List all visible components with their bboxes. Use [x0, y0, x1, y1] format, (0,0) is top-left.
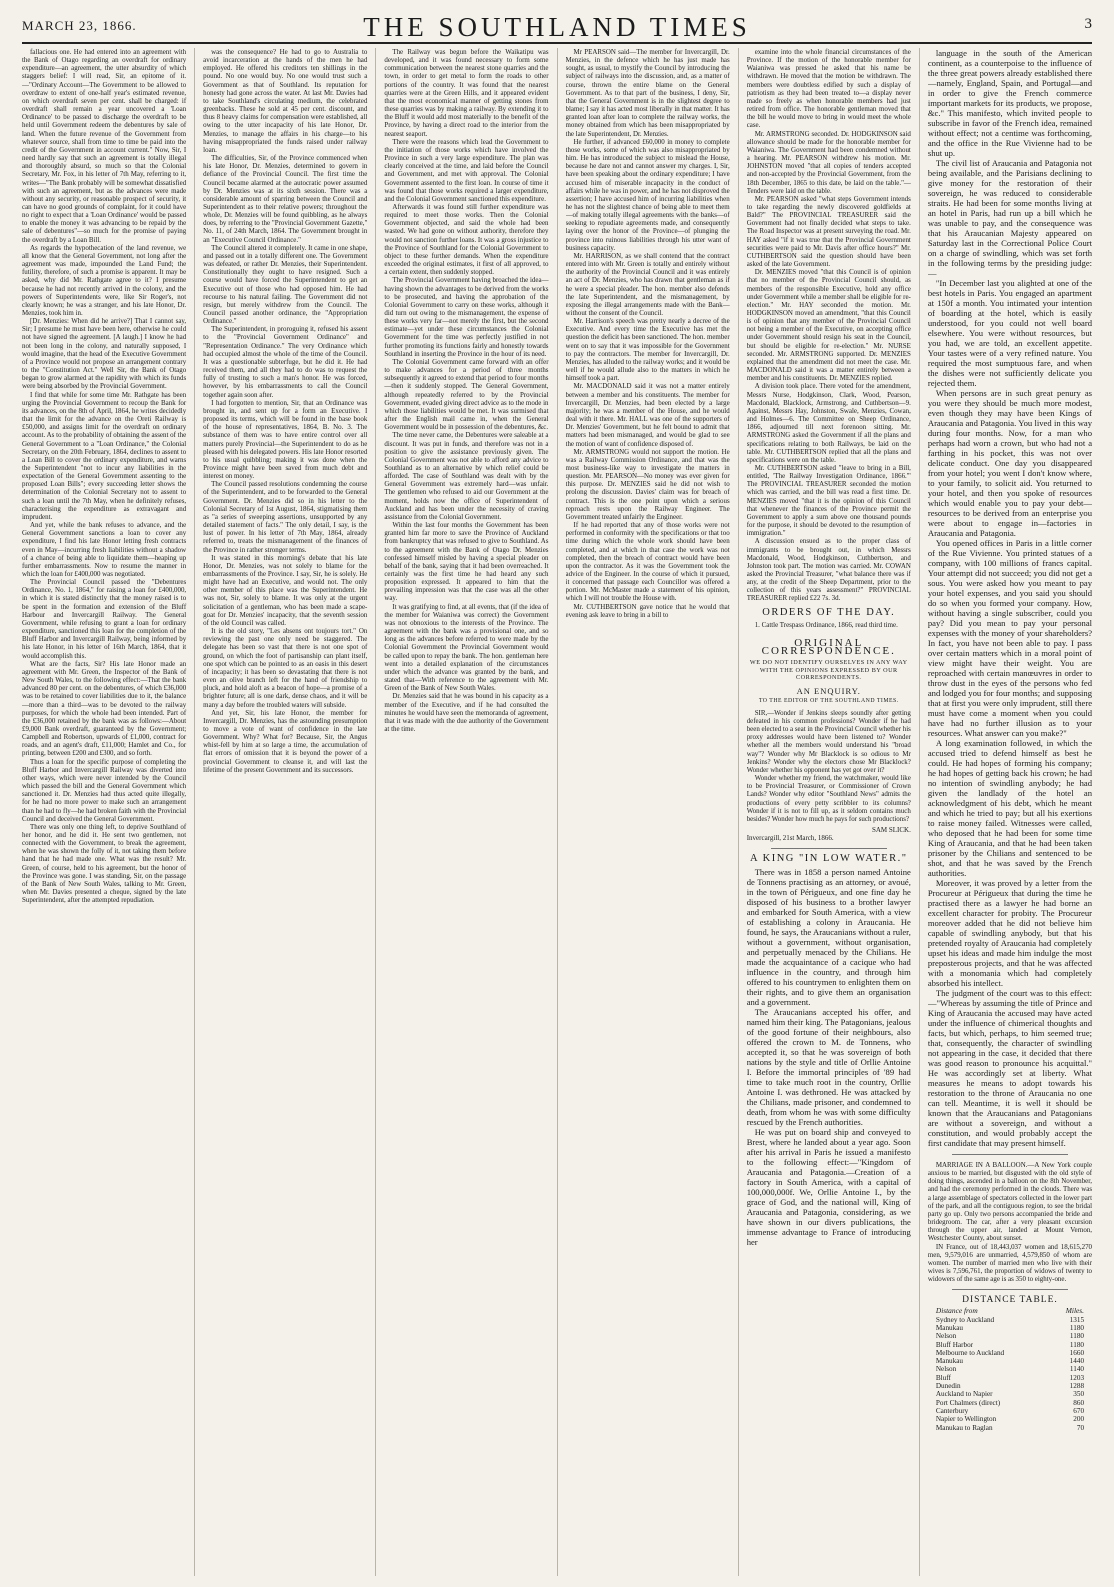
column-1-text [22, 48, 186, 904]
column-2-text [203, 48, 367, 774]
column-5 [747, 48, 920, 1576]
distance-place: Manukau [935, 1357, 964, 1366]
king-paragraph: There was in 1858 a person named Antoine de Tonnens practising as an attorney, or avoué, in the town of Périgueux, and one fine day he disposed of his business to a brother lawyer and embarked for South America, with a view of establishing a colony in Araucania. He found, he says, the Araucanians without a ruler, without a government, without organisation, and perpetually menaced by the Chilians. He made the acquaintance of a cacique who had influence in the country, and through him offered to his countrymen to enlighten them on their rights, and to give them an organisation and a government. [746, 867, 911, 1008]
paragraph: Mr. MACDONALD said it was not a matter entirely between a member and his constituents. The member for Invercargill, Dr. Menzies, had been elected by a large majority; he was a member of the House, and he would deal with it there. Mr. HALL was one of the supporters of Dr. Menzies' Government, but he felt bound to admit that matters had been mismanaged, and would be glad to see the motion of want of confidence disposed of. [565, 382, 730, 448]
paragraph: language in the south of the American continent, as a counterpoise to the influence of the three great powers already established there—namely, England, Spain, and Portugal—and in order to give the French commerce important markets for its products, we propose, &c." This manifesto, which invited people to subscribe in favor of the French idea, remained without effect; not a centime was forthcoming, and the office in the Rue Vivienne had to be shut up. [927, 48, 1093, 158]
paragraph: Mr. CUTHBERTSON gave notice that he would that evening ask leave to bring in a bill to [565, 602, 730, 619]
distance-place: Sydney to Auckland [935, 1315, 995, 1324]
distance-place: Bluff [935, 1373, 951, 1382]
paragraph: Mr. Harrison's speech was pretty nearly a decree of the Executive. And every time the Executive has met the question the deficit has been sanctioned. The hon. member went on to say that it was impossible for the Government to pay the contractors. The member for Invercargill, Dr. Menzies, has alluded to the railway works; and it would be well if he would allude also to the matters in which he himself took a part. [565, 317, 730, 383]
paragraph: The Superintendent, in proroguing it, refused his assent to the "Provincial Government Ordinance" and "Representation Ordinance." The very Ordinance which had occupied almost the whole of the time of the Council. It was a questionable subterfuge, but he did it. He had received them, and all they had to do was to request the fully of trusting to such a man's honor. He was forced, however, by his embarrassments to call the Council together again soon after. [203, 325, 368, 399]
king-paragraph: He was put on board ship and conveyed to Brest, where he landed about a year ago. Soon after his arrival in Paris he issued a manifesto to the following effect:—"Kingdom of Araucania and Patagonia.—Creation of a factory in South America, with a capital of 100,000,000f. We, Orllie Antoine I., by the grace of God, and the national will, King of Araucania and Patagonia, considering, as we have shown in our divers publications, the immense advantage to France of introducing her [746, 1127, 911, 1248]
paragraph: The difficulties, Sir, of the Province commenced when his late Honor, Dr. Menzies, determined to govern in defiance of the Provincial Council. The first time the Council became alarmed at the autocratic power assumed by Dr. Menzies was at its sixth session. There was a considerable amount of sparring between the Council and Superintendent as to their relative powers; throughout the whole, Dr. Menzies will be found quibbling, as he always does, by referring to the "Provincial Government Gazette," No. 11, of 24th March, 1864. The Government brought in an "Executive Council Ordinance." [203, 154, 368, 244]
paragraph: The Railway was begun before the Waikatipu was developed, and it was found necessary to form some communication between the nearest stone quarries and the town, in order to get metal to form the roads to other portions of the country. It was found that the nearest quarries were at the Green Hills, and it appeared evident that the most economical manner of getting stones from these quarries was by making a railway. By extending it to the Bluff it would add most materially to the benefit of the Province, by having a direct road to the interior from the nearest seaport. [384, 48, 549, 138]
distance-place: Manukau to Raglan [935, 1423, 993, 1432]
divider [952, 1154, 1068, 1155]
letter-body [747, 709, 911, 823]
king-article-title: A KING "IN LOW WATER." [749, 853, 908, 865]
column-3 [384, 48, 557, 1576]
distance-place: Bluff Harbor [935, 1340, 974, 1349]
distance-row [928, 1341, 1092, 1349]
distance-place: Dunedin [935, 1382, 961, 1391]
paragraph: There was only one thing left, to deprive Southland of her honor, and he did it. He sent two gentlemen, not connected with the Government, to break the agreement, when he was shown the folly of it, not taking them before hand that he had made one. What was the result? Mr. Green, of course, held to his agreement, but the honor of the Province was gone. I was standing, Sir, on the passage of the Bank of New South Wales, talking to Mr. Green, when Mr. Davies presented a cheque, signed by the late Superintendent, after the attempted repudiation. [22, 822, 187, 905]
paragraph: Mr. HARRISON, as we shall contend that the contract entered into with Mr. Green is totally and entirely without the authority of the Provincial Council and it was entirely an act of Dr. Menzies, who has drawn that gentleman as if he were a special pleader. The hon. member also defends the late Superintendent, and the mismanagement, by exposing the illegal arrangements made with the Bank—without the consent of the Council. [565, 251, 730, 317]
miles-header: Miles. [1065, 1305, 1085, 1315]
paragraph: It was stated in this morning's debate that his late Honor, Dr. Menzies, was not solely to blame for the embarrassments of the Province. I say, Sir, he is solely. He might have had an Executive, and would not. The only other member of this place was the Superintendent. He was not, Sir, solely to blame. It was only at the urgent solicitation of a gentleman, who has been made a scape-goat for Dr. Menzies' incapacity, that the seventh session of the old Council was called. [203, 553, 368, 627]
divider [771, 848, 887, 849]
letter-addressee: TO THE EDITOR OF THE SOUTHLAND TIMES. [758, 697, 899, 704]
paragraph: [Dr. Menzies: When did he arrive?] That I cannot say, Sir; I presume he must have been here, otherwise he could not have signed the agreement. [A laugh.] I know he had not been long in the colony, and naturally supposed, I would imagine, that the head of the Executive Government of a Province would not propose an arrangement contrary to the "Constitution Act." Well Sir, the Bank of Otago began to grow alarmed at the rapidity with which its funds were being absorbed by the Provincial Government. [22, 317, 187, 391]
letter-title: AN ENQUIRY. [796, 686, 861, 697]
paragraph: He further, if advanced £60,000 in money to complete those works, some of which was also misappropriated by him. He has introduced the subject to mislead the House, because he dare not and cannot answer my charges. I, Sir, have been speaking about the ordinary expenditure; I have accused him of miserable incapacity in the conduct of affairs while he was in power, and he has not disproved the assertion; I have accused him of incurring liabilities when he has not the slightest chance of being able to meet them—of making totally illegal agreements with the banks—of seeking to repudiate agreements made, and consequently laying over the honor of the Province—of plunging the province into ruinous liabilities through his utter want of business capacity. [565, 137, 730, 252]
distance-table-header [928, 1307, 1092, 1315]
paragraph: It is the old story, "Les absens ont toujours tort." On reviewing the past one only need be staggered. The delegate has been so vast that there is not one spot of ground, on which the foot of partisanship can plant itself, one spot which can be pointed to as an oasis in this desert of incapacity; it has been so devastating that there is not even an olive branch left for the hand of friendship to pluck, and hold aloft as a beacon of hope—a promise of a brighter future; all is one dark, dense chaos, and it will be many a day before the troubled waters will subside. [203, 627, 368, 709]
distance-row [928, 1332, 1092, 1340]
column-6-text [928, 48, 1092, 1148]
distance-miles: 1288 [1069, 1382, 1085, 1391]
distance-miles: 1140 [1069, 1365, 1085, 1374]
paragraph: Mr PEARSON said—The member for Invercargill, Dr. Menzies, in the defence which he has just made has sought, as usual, to mystify the Council by introducing the subject of railways into the discussion, and, as a matter of course, thrown the entire blame on the General Government. As to that part of the business, I deny, Sir, that the General Government is in the slightest degree to blame; I say it has acted most liberally in that matter. It has granted loan after loan to complete the railway works, the money obtained from which has been misappropriated by the late Superintendent, Dr. Menzies. [565, 48, 730, 138]
distance-miles: 1180 [1069, 1340, 1085, 1349]
king-paragraph: The Araucanians accepted his offer, and named him their king. The Patagonians, jealous of the good fortune of their neighbours, also offered the crown to M. de Tonnens, who accepted it, so that he was sovereign of both nations by the style and title of Orllie Antoine I. Before the immortal principles of '89 had time to take much root in the country, Orllie Antoine I. was dethroned. He was attacked by the Chilians, made prisoner, and condemned to death, from whom he was with some difficulty rescued by the French authorities. [746, 1007, 911, 1128]
distance-table-title: DISTANCE TABLE. [962, 1295, 1058, 1306]
distance-miles: 1180 [1069, 1332, 1085, 1341]
distance-miles: 1440 [1069, 1357, 1085, 1366]
paragraph: What are the facts, Sir? His late Honor made an agreement with Mr. Green, the Inspector of the Bank of New South Wales, to the following effect:—That the bank advanced 80 per cent. on the debentures, of which £36,000 was to be retained to cover liabilities due to it, the balance—more than a third—was to be devoted to the railway purposes, for which the whole had been intended. Part of the £36,000 retained by the bank was as follows:—About £9,000 Bank overdraft, guaranteed by the Government; Campbell and Robertson, upwards of £1,000, contract for roads, and an agent's draft, £11,000; Hamlet and Co., for printing, between £200 and £300, and so forth. [22, 659, 187, 758]
distance-place: Manukau [935, 1323, 964, 1332]
distance-place: Napier to Wellington [935, 1415, 997, 1424]
letter-paragraph: Wonder whether my friend, the watchmaker, would like to be Provincial Treasurer, or Commissioner of Crown Lands? Wonder why editor "Southland News" admits the productions of every petty scribbler to its columns? Wonder if it is not to fill up, as it seldom contains much besides? Wonder how much he pays for such productions? [746, 774, 911, 823]
paragraph: You opened offices in Paris in a little corner of the Rue Vivienne. You printed statues of a company, with 100 millions of francs capital. Your attempt did not succeed; you did not get a sous. You were asked how you meant to pay your hotel expenses, and you said you should do so when you formed your company. How, without having a single subscriber, could you pay? Did you mean to pay your personal expenses with the money of your shareholders? In fact, you have not been able to pay. I pass over certain matters which in a moral point of view might have their weight. You are reproached with certain manœuvres in order to throw dust in the eyes of the persons who fed and lodged you for four months; and supposing that at first you were only imprudent, still there must have come a moment when you could have had no further illusion as to your resources. What answer can you make?" [927, 538, 1093, 738]
paragraph: It was gratifying to find, at all events, that (if the idea of the member for Waianiwa was correct) the Government was not obnoxious to the interests of the Province. The agreement with the bank was a provisional one, and so long as the advances before referred to were made by the Colonial Government the Provincial Government would be called upon to repay the bank. The hon. gentleman here went into a detailed explanation of the circumstances under which the advance was granted by the bank, and stated that—With reference to the agreement with Mr. Green of the Bank of New South Wales. [384, 602, 549, 693]
column-4-text [566, 48, 730, 619]
columns [22, 48, 1092, 1576]
distance-miles: 670 [1073, 1406, 1085, 1415]
column-3-text [384, 48, 548, 733]
paragraph: The judgment of the court was to this effect:—"Whereas by assuming the title of Prince and King of Araucania the accused may have acted under the influence of chimerical thoughts and facts, but which, perhaps, to him seemed true; that, consequently, the character of swindling not appearing in the case, it decided that there was good reason to pronounce his acquittal." He was accordingly set at liberty. What measures he means to adopt towards his restoration to the throne of Araucania no one can tell. Meantime, it is well it should be known that the Araucanians and Patagonians are without a sovereign, and without a constitution, and would probably accept the first candidate that may present himself. [927, 988, 1093, 1148]
distance-miles: 200 [1073, 1415, 1085, 1424]
distance-row [928, 1349, 1092, 1357]
distance-miles: 1203 [1069, 1373, 1085, 1382]
distance-row [928, 1365, 1092, 1373]
paragraph: The Council altered it completely. It came in one shape, and passed out in a totally different one. The Government was defeated, or rather Dr. Menzies, their Superintendent. Constitutionally they ought to have resigned. Such a course would have forced the Superintendent to get an Executive out of those who had opposed him. He had recourse to his natural failing. The Government did not resign, but merely withdrew from the Council. The Council passed another ordinance, the "Appropriation Ordinance." [203, 243, 368, 326]
paragraph: Mr. ARMSTRONG seconded. Dr. HODGKINSON said allowance should be made for the honorable member for Waianiwa. The Government had been condemned without a hearing. Mr. PEARSON withdrew his motion. Mr. JOHNSTON moved "that all copies of tenders accepted and non-accepted by the Provincial Government, from the 18th December, 1865 to this date, be laid on the table."—Tenders were laid on the table. [746, 129, 911, 195]
distance-place: Canterbury [935, 1406, 969, 1415]
distance-row [928, 1357, 1092, 1365]
paragraph: Within the last four months the Government has been granted him far more to save the Province of Auckland from bankruptcy that was refused to give to Southland. As to the agreement with the Bank of Otago Dr. Menzies confessed himself misled by having a special pleader on behalf of the bank, saying that it had been overreached. It certainly was the first time he had heard any such proposition expressed. It appeared to him that the prevailing impression was that the case was all the other way. [384, 521, 549, 603]
distance-place: Nelson [935, 1365, 957, 1374]
correspondence-disclaimer: WE DO NOT IDENTIFY OURSELVES IN ANY WAY WITH THE OPINIONS EXPRESSED BY OUR CORRESPONDENTS. [749, 659, 908, 682]
distance-miles: 350 [1073, 1390, 1085, 1399]
distance-miles: 1180 [1069, 1323, 1085, 1332]
paragraph: As regards the hypothecation of the land revenue, we all know that the General Government, not long after the agreement was made, impounded the Land Fund; the futility, therefore, of such a promise is apparent. It may be asked, why did Mr. Rathgate agree to it? I presume because he had not recently arrived in the colony, and the powers of Superintendents were, like Sir Roger's, not clearly known; he was a stranger, and his late Honor, Dr. Menzies, took him in. [22, 243, 187, 317]
distance-row [928, 1382, 1092, 1390]
column-6 [928, 48, 1092, 1576]
distance-place: Nelson [935, 1332, 957, 1341]
paragraph: Dr. Menzies said that he was bound in his capacity as a member of the Executive, and if he had consulted the minutes he would have seen the memoranda of agreement, that it was made with the due authority of the Government at the time. [384, 692, 549, 733]
letter-place-date: Invercargill, 21st March, 1866. [746, 834, 834, 843]
issue-date: MARCH 23, 1866. [22, 18, 137, 33]
masthead [22, 8, 1092, 44]
balloon-paragraph: MARRIAGE IN A BALLOON.—A New York couple anxious to be married, but disgusted with the old style of doing things, ascended in a balloon on the 8th November, and had the ceremony performed in the clouds. There was a large assemblage of spectators collected in the lower part of the park, and all the contiguous region, to see the bridal party go up. Only two persons accompanied the bride and bridegroom. The car, after a very pleasant excursion through the upper air, landed at Mount Vernon, Westchester County, about sunset. [927, 1161, 1093, 1243]
newspaper-title: THE SOUTHLAND TIMES [363, 12, 751, 42]
distance-miles: 70 [1076, 1423, 1085, 1432]
paragraph: Mr. CUTHBERTSON asked "leave to bring in a Bill, entitled, 'The Railway Investigation Ordinance, 1866.'" The PROVINCIAL TREASURER seconded the motion which was carried, and the bill was read a first time. Dr. MENZIES moved "that it is the opinion of this Council that whenever the finances of the Province permit the Government to apply a sum above one thousand pounds for the purpose, it should be devoted to the resumption of immigration." [746, 463, 911, 538]
column-4 [566, 48, 739, 1576]
divider [952, 1289, 1068, 1290]
paragraph: was the consequence? He had to go to Australia to avoid incarceration at the hands of the men he had employed. He offered his creditors ten shillings in the pound. No one would buy. No one would trust such a Government as that of Southland. Its reputation for honesty had gone across the water. At last Mr. Davies had to take Southland's circulating medium, the celebrated greenbacks. These he sold at 45 per cent. discount, and thus 8 heavy claims for compensation were established, all owing to the utter incapacity of his late Honor, Dr. Menzies, to manage the affairs in his charge—to his having misappropriated the funds raised under railway loan. [203, 48, 368, 154]
orders-item: 1. Cattle Trespass Ordinance, 1866, read third time. [754, 620, 898, 629]
paragraph: Mr. ARMSTRONG would not support the motion. He was a Railway Commission Ordinance, and that was the most business-like way to investigate the matters in question. Mr. PEARSON—No money was ever given for this purpose. Dr. MENZIES said he did not wish to prolong the discussion. Davies' claim was for breach of contract. This is the one point upon which a serious reproach rests upon the Railway Engineer. The Government treated unfairly the Engineer. [565, 447, 730, 521]
column-2 [203, 48, 376, 1576]
distance-from-header: Distance from [935, 1305, 978, 1315]
paragraph: When persons are in such great penury as you were they should be much more modest, even though they may have been Kings of Araucania and Patagonia. You lived in this way during four months. Now, for a man who perhaps had worn a crown, but who had not a farthing in his pocket, this was not over delicate conduct. One day you disappeared from your hotel; you went I don't know where, to your family, to solicit aid. You returned to your hotel, and then you spoke of resources which would enable you to pay your debt—resources to be derived from an enterprise you were about to engage in—factories in Araucania and Patagonia. [927, 388, 1093, 538]
distance-row [928, 1374, 1092, 1382]
distance-place: Auckland to Napier [935, 1390, 993, 1399]
distance-row [928, 1399, 1092, 1407]
column-5-text [747, 48, 911, 603]
distance-row [928, 1424, 1092, 1432]
paragraph: The time never came, the Debentures were saleable at a discount. It was put in funds, and therefore was not in a position to give the assistance previously given. The Colonial Government was not able to afford any advice to Southland as to an alternative by which relief could be afforded. The case of Southland was dealt with by the General Government was extremely hard—was unfair. The gentlemen who refused to aid our Government at the moment, holds now the office of Superintendent of Auckland and has been under the necessity of craving assistance from the Colonial Government. [384, 431, 549, 521]
distance-row [928, 1390, 1092, 1398]
distance-miles: 860 [1073, 1398, 1085, 1407]
distance-place: Port Chalmers (direct) [935, 1398, 1001, 1407]
distance-row [928, 1324, 1092, 1332]
king-article-body [747, 867, 911, 1247]
distance-place: Melbourne to Auckland [935, 1348, 1005, 1357]
distance-row [928, 1415, 1092, 1423]
distance-row [928, 1407, 1092, 1415]
paragraph: And yet, Sir, his late Honor, the member for Invercargill, Dr. Menzies, has the astounding presumption to move a vote of want of confidence in the late Government. Why? What for? Because, Sir, the Angus whist-fell by him at so large a time, the accumulation of flat errors of omission that it is beyond the power of a provincial Government to cleanse it, and will last the lifetime of the present Government and its successors. [203, 708, 368, 774]
paragraph: A long examination followed, in which the accused tried to defend himself as best he could. He had hopes of forming his company; he had hopes of getting back his crown; he had no intention of swindling anybody; he had given the landlady of the hotel an acknowledgment of his debt, which he meant and which he tried to pay; but all his exertions to raise money failed. Witnesses were called, who deposed that he had been for some time King of Araucania, and that he had been taken prisoner by the Chilians and sentenced to be shot, and that he was saved by the French authorities. [927, 738, 1093, 878]
distance-miles: 1660 [1069, 1348, 1085, 1357]
paragraph: The Provincial Government having broached the idea—having shown the advantages to be derived from the works to be prosecuted, and having the approbation of the Colonial Government to carry on these works, although it did turn out owing to the mismanagement, the expense of these works very far—not merely the first, but the second estimate—yet under these circumstances the Colonial Government for the time was perfectly justified in not further promoting its functions fairly and honestly towards Southland in inserting the Province in the hour of its need. [384, 276, 549, 358]
paragraph: I find that while for some time Mr. Rathgate has been urging the Provincial Government to recoup the Bank for its advances, on the 8th of April, 1864, he writes decidedly that the limit for the advance on the Oreti Railway is £50,000, and assigns limit for the overdraft on ordinary account. As to the probability of obtaining the assent of the General Government to a "Loan Ordinance," the Colonial Secretary, on the 20th February, 1864, declines to assent to a Loan Bill to cover the ordinary expenditure, and warns the Superintendent "not to incur any liabilities in the expectation of the General Government assenting to the proposed Loan Bills"; every succeeding letter shows the determination of the Colonial Secretary not to assent to such a loan until the 7th May, when he definitely refuses, characterising the expenditure as extravagant and imprudent. [22, 390, 187, 521]
paragraph: And yet, while the bank refuses to advance, and the General Government sanctions a loan to cover any expenditure, I find his late Honor letting fresh contracts even in May—incurring fresh liabilities without a shadow of a chance of being able to liquidate them—heaping up further embarrassments. Now to resume the manner in which the loan for £400,000 was negotiated. [22, 521, 187, 578]
paragraph: The civil list of Araucania and Patagonia not being available, and the Parisians declining to give money for the restoration of their sovereign, he was reduced to considerable straits. He had been for some months living at an hotel in Paris, had run up a bill which he was unable to pay, and the consequence was that his Araucanian Majesty appeared on Saturday last in the Correctional Police Court on a charge of swindling, which was set forth in the following terms by the presiding judge:— [927, 158, 1093, 278]
paragraph: Thus a loan for the specific purpose of completing the Bluff Harbor and Invercargill Railway was diverted into other ways, which were never intended by the Council which passed the bill and the General Government which sanctioned it. Dr. Menzies had thus acted quite illegally, for he had no more power to make such an arrangement than he had to fly—he had broken faith with the Provincial Council and deceived the General Government. [22, 757, 187, 823]
paragraph: There were the reasons which lead the Government to the initiation of those works which have involved the Province in such a very large expenditure. The plan was clearly conceived at the time, and laid before the Council and Government, and met with approval. The Colonial Government assented to the first loan. In course of time it was found that those works required a larger expenditure, and the Colonial Government sanctioned this expenditure. [384, 137, 549, 203]
paragraph: If he had reported that any of those works were not performed in conformity with the specifications or that too time during which the whole work should have been completed, and at which in that case the work was not completed, then the breach of contract would have been upon the contractor. As it was the Government took the advice of the Engineer. In the course of which it pursued, it concerned that passage each Councillor was offered a portion. Mr. McMaster made a statement of his opinion, which I will not trouble the House with. [565, 521, 730, 603]
paragraph: "In December last you alighted at one of the best hotels in Paris. You engaged an apartment at 150f a month. You intimated your intention of boarding at the hotel, which is easily understood, for you could not well board elsewhere. You were without resources, but you had, we are told, an excellent appetite. Your tastes were of a very refined nature. You required the most sumptuous fare, and when the dishes were not sufficiently delicate you rejected them. [927, 278, 1093, 388]
page-number: 3 [1084, 16, 1092, 32]
paragraph: I had forgotten to mention, Sir, that an Ordinance was brought in, and sent up for a form an Executive. I proposed its terms, which will be found in the base book of the house of representatives, 1864, B. No. 3. The substance of them was to have entire control over all matters purely Provincial—the Superintendent to do as he pleased with his delegated powers. His late Honor resorted to his usual quibbling; making it was done when the Province might have been saved from much debt and interest on money. [203, 398, 368, 481]
paragraph: Mr. PEARSON asked "what steps Government intends to take regarding the newly discovered goldfields at Bald?" The PROVINCIAL TREASURER said the Government had not finally decided what steps to take. The Road Inspector was at present surveying the road. Mr. HAY asked "if it was true that the Provincial Government securities were paid to Mr. Davis after office hours?" Mr. CUTHBERTSON said the question should have been asked of the late Government. [746, 194, 911, 269]
paragraph: The Council passed resolutions condemning the course of the Superintendent, and to be forwarded to the General Government. Dr. Menzies did so in his letter to the Colonial Secretary of 1st August, 1864, stigmatising them as "a series of sweeping assertions, unsupported by any detailed statement of facts." The only detail, I say, is the lust of power. In his letter of 7th May, 1864, already referred to, treats the mismanagement of the finances of the Province in rather stronger terms. [203, 480, 368, 554]
paragraph: examine into the whole financial circumstances of the Province. If the motion of the honorable member for Waianiwa was pressed he asked that his name be withdrawn. He moved that the motion be withdrawn. The members were doubtless edified by such a display of patriotism as they had been treated to—a display never made so freely as when honorable members had just retired from office. The honorable gentleman moved that the bill he would move to bring in would meet the whole case. [746, 48, 911, 130]
orders-heading: ORDERS OF THE DAY. [762, 606, 896, 618]
letter-paragraph: SIR,—Wonder if Jenkins sleeps soundly after getting defeated in his common professions? Wonder if he had been elected to a seat in the Provincial Council whether his proxy addresses would have been listened to? Wonder whether all the members would understand his "broad way"? Wonder why Mr Blacklock is so odious to Mr Jenkins? Wonder why the electors chose Mr Blacklock? Wonder whether his opponent has yet got over it? [746, 708, 911, 774]
paragraph: The Colonial Government came forward with an offer to make advances for a period of three months subsequently it agreed to extend that period to four months—then it suddenly stopped. The General Government, although repeatedly referred to by the Provincial Government, evaded giving direct advice as to the mode in which those liabilities would be met. It was surmised that after the English mail came in, when the General Government would be in possession of the debentures, &c. [384, 357, 549, 432]
paragraph: Dr. MENZIES moved "that this Council is of opinion that no member of the Provincial Council should, as members of the responsible Executive, hold any office under Government while a member shall be eligible for re-election." Mr. HAY seconded the motion. Mr. HODGKINSON moved an amendment, "that this Council is of opinion that any member of the Provincial Council not being a member of the Executive, on accepting office under Government should resign his seat in the Council, but should be eligible for re-election." Mr. NURSE seconded. Mr. ARMSTRONG supported. Dr. MENZIES explained that the amendment did not meet the case. Mr. MACDONALD said it was a matter entirely between a member and his constituents. Dr. MENZIES replied. [746, 268, 911, 383]
paragraph: A division took place. There voted for the amendment, Messrs Nurse, Hodgkinson, Clark, Wood, Pearson, Macdonald, Blacklock, Armstrong, and Cuthbertson—9. Against, Messrs Hay, Johnston, Swale, Menzies, Cowan, and Holmes—6. The Committee on Sheep Ordinance, 1866, adjourned till next forenoon sitting. Mr. ARMSTRONG asked the Government if all the plans and specifications relating to both Railways, be laid on the table. Mr. CUTHBERTSON replied that all the plans and specifications were on the table. [746, 382, 911, 464]
paragraph: A discussion ensued as to the proper class of immigrants to be brought out, in which Messrs Macdonald, Wood, Hodgkinson, Cuthbertson, and Johnston took part. The motion was carried. Mr. COWAN asked the Provincial Treasurer, "what balance there was if any, at the credit of the Sheep Department, prior to the collection of this years assessment?" PROVINCIAL TREASURER replied £22 7s. 3d. [746, 537, 911, 603]
paragraph: fallacious one. He had entered into an agreement with the Bank of Otago regarding an overdraft for ordinary expenditure—an agreement, the utter absurdity of which staggers belief: I will read, Sir, an epitome of it.—"Ordinary Account—The Government to be allowed to overdraw to extent of one-half year's estimated revenue, on which overdraft seven per cent. shall be charged: if overdraft shall remain a year uncovered a 'Loan Ordinance' to be passed to discharge the overdraft to be held until Government redeem the debentures by sale of land. When the future revenue of the Government from whatever source, shall from time to time be paid into the credit of the Government in account current." Now, Sir, I need hardly say that such an agreement is totally illegal and thoroughly absurd, so much so that the Colonial Secretary, Mr. Fox, in his letter of 7th May, referring to it, writes—"The Bank probably will be somewhat dissatisfied with such an agreement, but as the advances were made without any security, or reasonable prospect of security, it can have no good grounds of complaint, for it could have no right to expect that a 'Loan Ordinance' would be passed to enable the money it was advancing to be repaid by the sale of debentures"—so much for the promise of paying the overdraft by a Loan Bill. [22, 48, 187, 244]
population-paragraph: IN France, out of 18,443,037 women and 18,615,270 men, 9,579,016 are unmarried, 4,579,850 of whom are women. The number of married men who live with their wives is 7,596,761, the proportion of widows of twenty to widowers of the same age is as 350 to eighty-one. [927, 1242, 1093, 1284]
distance-row [928, 1316, 1092, 1324]
paragraph: The Provincial Council passed the "Debentures Ordinance, No. 1, 1864," for raising a loan for £400,000, in which it is stated distinctly that the money raised is to be spent in the formation and extension of the Bluff Harbour and Invercargill Railway. The General Government, while refusing to grant a loan for ordinary expenditure, sanctioned this loan for the completion of the Bluff Harbor and Invercargill Railway, being informed by his late Honor, in his letter of 16th March, 1864, that it would accomplish this. [22, 578, 187, 660]
distance-miles: 1315 [1069, 1315, 1085, 1324]
distance-table-rows [928, 1316, 1092, 1432]
paragraph: Moreover, it was proved by a letter from the Procureur at Périgueux that during the time he practised there as a lawyer he had borne an excellent character for probity. The Procureur moreover added that he did not believe him capable of swindling anybody, but that his pretended royalty of Araucania had completely upset his ideas and made him indulge the most preposterous projects, and that he was affected with a monomania which had completely absorbed his intellect. [927, 878, 1093, 988]
paragraph: Afterwards it was found still further expenditure was required to meet those works. Then the Colonial Government objected, and said the whole had been wasted. We had gone on without authority, therefore they would not sanction further loans. It was a gross injustice to the Province of Southland for the Colonial Government to object to these further demands. When the expenditure exceeded the original estimates, it first of all approved, to a certain extent, then suddenly stopped. [384, 202, 549, 277]
correspondence-heading: ORIGINAL CORRESPONDENCE. [761, 636, 896, 658]
column-1 [22, 48, 195, 1576]
letter-signature: SAM SLICK. [871, 825, 911, 834]
